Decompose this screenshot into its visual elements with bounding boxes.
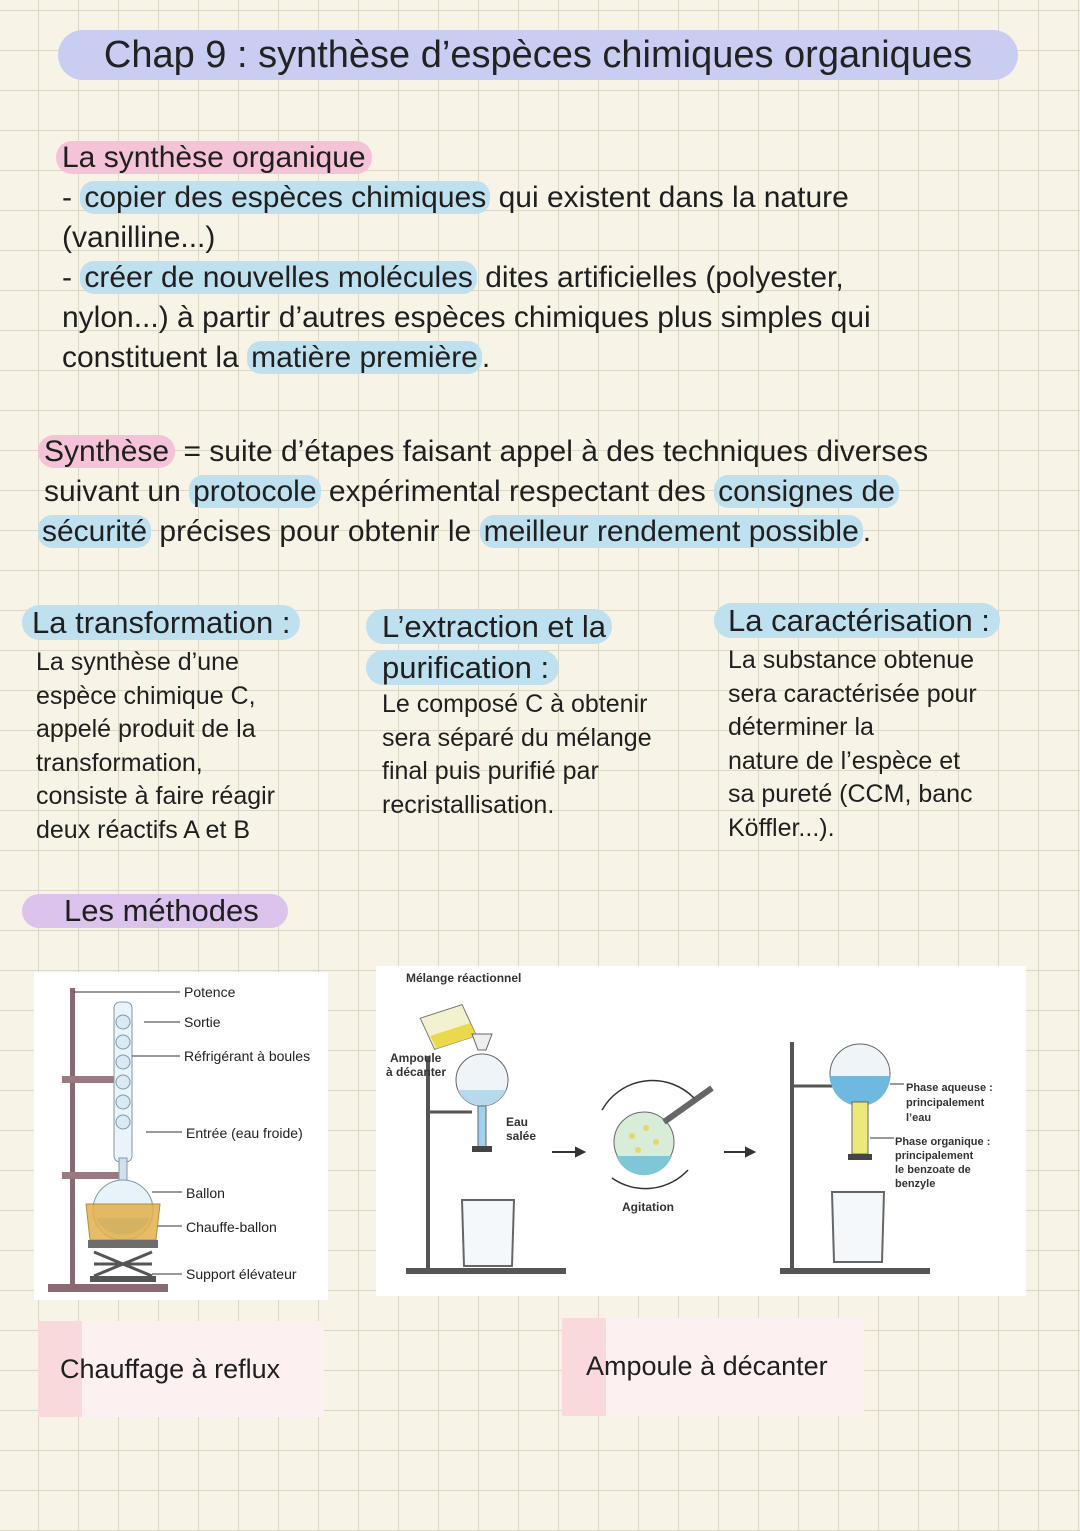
reflux-diagram [34, 972, 328, 1300]
text-line: Köffler...). [728, 813, 835, 842]
text-line: . [481, 341, 491, 374]
text-line: deux réactifs A et B [36, 815, 251, 844]
column-extraction [366, 606, 696, 822]
stand1-rod [426, 1056, 430, 1268]
highlight-protocole: protocole [189, 475, 320, 508]
text-line: transformation, [36, 748, 203, 777]
text-line: La substance obtenue [728, 646, 975, 674]
highlight-rendement: meilleur rendement possible [480, 515, 863, 548]
decanter-diagram [376, 966, 1026, 1296]
funnel1-stem [478, 1106, 486, 1148]
stand-rod [70, 988, 75, 1288]
label-agitation: Agitation [622, 1200, 674, 1214]
heating-mantle [86, 1204, 160, 1240]
text-line: déterminer la [728, 713, 874, 741]
highlight-securite: sécurité [38, 515, 151, 548]
heading-extraction-l1: L’extraction et la [366, 609, 612, 644]
clamp-bottom [62, 1172, 122, 1179]
text-line: espèce chimique C, [36, 681, 256, 710]
column-transformation [22, 604, 342, 847]
highlight-creer: créer de nouvelles molécules [80, 261, 477, 294]
label-entree: Entrée (eau froide) [186, 1125, 303, 1141]
beaker3 [832, 1192, 884, 1262]
funnel1-liquid [458, 1090, 506, 1106]
caption-reflux [38, 1321, 324, 1417]
caption-decanter-text: Ampoule à décanter [586, 1351, 828, 1381]
clamp-top [62, 1076, 122, 1083]
label-ampoule-l1: Ampoule [390, 1051, 442, 1065]
text-line: sera séparé du mélange [382, 723, 652, 752]
text-line: précises pour obtenir le [159, 515, 472, 548]
label-organique-l2: principalement [895, 1150, 974, 1162]
text-line: = suite d’étapes faisant appel à des techniques diverses [183, 435, 929, 468]
text-line: suivant un [44, 475, 181, 508]
label-ampoule-l2: à décanter [386, 1065, 447, 1079]
agitation-figure [602, 1081, 712, 1189]
text-line: (vanilline...) [62, 221, 216, 254]
text-line: constituent la [62, 341, 239, 374]
label-melange: Mélange réactionnel [406, 971, 522, 985]
label-organique-l3: le benzoate de [895, 1164, 971, 1176]
highlight-matiere-premiere: matière première [247, 341, 482, 374]
text-line: expérimental respectant des [328, 475, 706, 508]
label-aqueuse-l1: Phase aqueuse : [906, 1082, 993, 1094]
label-ballon: Ballon [186, 1185, 225, 1201]
funnel [472, 1034, 492, 1050]
label-refrigerant: Réfrigérant à boules [184, 1048, 311, 1064]
heading-caracterisation: La caractérisation : [714, 603, 1000, 638]
label-aqueuse-l2: principalement [906, 1097, 985, 1109]
dash: - [62, 181, 72, 214]
text-line: recristallisation. [382, 790, 555, 819]
funnel1-stopcock [472, 1146, 492, 1152]
synthese-organique-section [56, 138, 1056, 378]
text-line: . [862, 515, 872, 548]
stand1-base [406, 1268, 566, 1274]
highlight-copier: copier des espèces chimiques [80, 181, 490, 214]
text-line: nature de l’espèce et [728, 746, 961, 775]
label-chauffe-ballon: Chauffe-ballon [186, 1219, 277, 1235]
label-organique-l4: benzyle [895, 1178, 936, 1190]
heater-base [88, 1240, 158, 1248]
heading-extraction-l2: purification : [366, 650, 559, 685]
highlight-synthese: Synthèse [38, 435, 175, 468]
text-line: sa pureté (CCM, banc [728, 780, 973, 808]
page-title: Chap 9 : synthèse d’espèces chimiques organiques [58, 30, 1018, 80]
text-line: final puis purifié par [382, 757, 599, 785]
text-line: nylon...) à partir d’autres espèces chimiques plus simples qui [62, 301, 871, 334]
reflux-apparatus-illustration [34, 972, 328, 1300]
label-eau-l1: Eau [506, 1115, 529, 1129]
decanter-process-illustration [376, 966, 1026, 1296]
label-aqueuse-l3: l’eau [906, 1112, 932, 1124]
text-line: appelé produit de la [36, 715, 256, 743]
label-potence: Potence [184, 984, 236, 1000]
text-line: qui existent dans la nature [498, 181, 849, 214]
text-line: sera caractérisée pour [728, 679, 977, 708]
label-support: Support élévateur [186, 1266, 297, 1282]
flask-neck [119, 1158, 127, 1182]
heading-transformation: La transformation : [22, 605, 300, 640]
stand3-base [780, 1268, 930, 1274]
text-line: dites artificielles (polyester, [485, 261, 844, 294]
section-heading-synthese-organique: La synthèse organique [56, 141, 372, 174]
synthese-definition [38, 432, 1078, 552]
highlight-consignes: consignes de [714, 475, 899, 508]
lab-jack [94, 1252, 152, 1276]
label-sortie: Sortie [184, 1014, 221, 1030]
text-line: La synthèse d’une [36, 648, 239, 676]
beaker1 [462, 1200, 514, 1266]
text-line: consiste à faire réagir [36, 782, 276, 810]
organic-phase [852, 1102, 868, 1154]
caption-reflux-text: Chauffage à reflux [60, 1354, 281, 1384]
caption-decanter [562, 1318, 864, 1416]
label-organique-l1: Phase organique : [895, 1136, 991, 1148]
text-line: Le composé C à obtenir [382, 690, 648, 718]
column-caracterisation [714, 602, 1054, 845]
label-eau-l2: salée [506, 1129, 537, 1143]
stand-base [48, 1284, 168, 1292]
jack-base [90, 1276, 156, 1282]
dash: - [62, 261, 72, 294]
heading-methodes: Les méthodes [22, 894, 288, 928]
funnel3-stopcock [848, 1154, 872, 1160]
stand3-rod [790, 1042, 794, 1268]
